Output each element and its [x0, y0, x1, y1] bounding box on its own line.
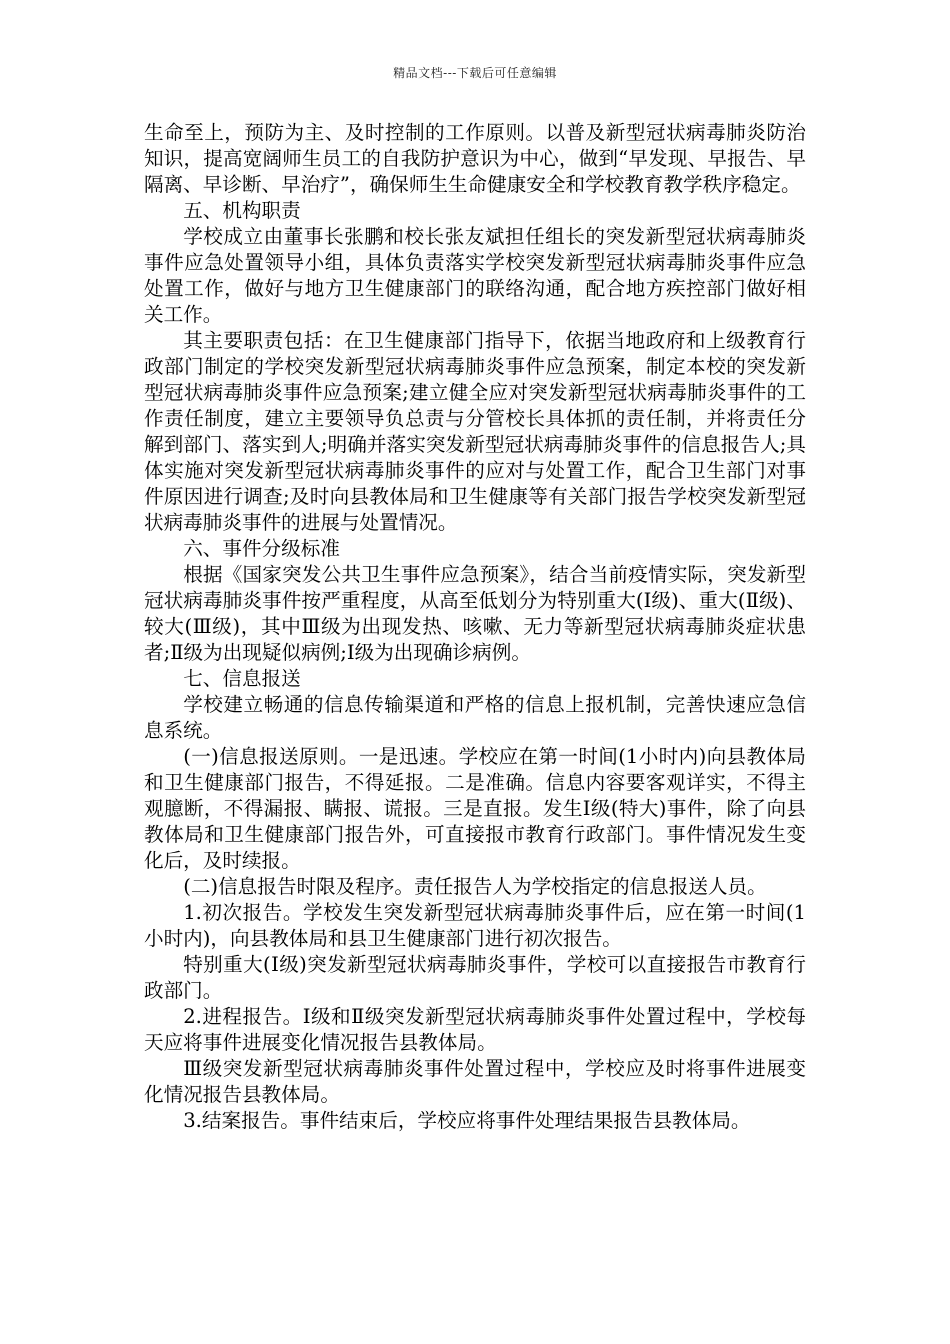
- section-heading: 七、信息报送: [183, 667, 301, 690]
- paragraph: 3.结案报告。事件结束后，学校应将事件处理结果报告县教体局。: [183, 1109, 751, 1132]
- paragraph: 1.初次报告。学校发生突发新型冠状病毒肺炎事件后，应在第一时间(1小时内)，向县教体局和县卫生健康部门进行初次报告。: [144, 901, 806, 950]
- paragraph: 特别重大(Ⅰ级)突发新型冠状病毒肺炎事件，学校可以直接报告市教育行政部门。: [144, 953, 806, 1002]
- paragraph: 根据《国家突发公共卫生事件应急预案》，结合当前疫情实际，突发新型冠状病毒肺炎事件按严重程度，从高至低划分为特别重大(Ⅰ级)、重大(Ⅱ级)、较大(Ⅲ级)，其中Ⅲ级为出现发热、咳嗽、无力等新型冠状病毒肺炎症状患者;Ⅱ级为出现疑似病例;Ⅰ级为出现确诊病例。: [144, 563, 806, 664]
- paragraph: 生命至上，预防为主、及时控制的工作原则。以普及新型冠状病毒肺炎防治知识，提高宽阔师生员工的自我防护意识为中心，做到“早发现、早报告、早隔离、早诊断、早治疗”，确保师生生命健康安全和学校教育教学秩序稳定。: [144, 121, 806, 196]
- paragraph: (一)信息报送原则。一是迅速。学校应在第一时间(1小时内)向县教体局和卫生健康部门报告，不得延报。二是准确。信息内容要客观详实，不得主观臆断，不得漏报、瞒报、谎报。三是直报。发生Ⅰ级(特大)事件，除了向县教体局和卫生健康部门报告外，可直接报市教育行政部门。事件情况发生变化后，及时续报。: [144, 745, 806, 872]
- paragraph: (二)信息报告时限及程序。责任报告人为学校指定的信息报送人员。: [183, 875, 767, 898]
- document-body: [144, 120, 806, 1134]
- paragraph: 学校建立畅通的信息传输渠道和严格的信息上报机制，完善快速应急信息系统。: [144, 693, 806, 742]
- paragraph: Ⅲ级突发新型冠状病毒肺炎事件处置过程中，学校应及时将事件进展变化情况报告县教体局。: [144, 1057, 806, 1106]
- paragraph: 学校成立由董事长张鹏和校长张友斌担任组长的突发新型冠状病毒肺炎事件应急处置领导小组，具体负责落实学校突发新型冠状病毒肺炎事件应急处置工作，做好与地方卫生健康部门的联络沟通，配合地方疾控部门做好相关工作。: [144, 225, 806, 326]
- page-header: 精品文档---下载后可任意编辑: [393, 66, 557, 80]
- section-heading: 六、事件分级标准: [183, 537, 340, 560]
- paragraph: 2.进程报告。Ⅰ级和Ⅱ级突发新型冠状病毒肺炎事件处置过程中，学校每天应将事件进展变化情况报告县教体局。: [144, 1005, 806, 1054]
- section-heading: 五、机构职责: [183, 199, 301, 222]
- paragraph: 其主要职责包括：在卫生健康部门指导下，依据当地政府和上级教育行政部门制定的学校突发新型冠状病毒肺炎事件应急预案，制定本校的突发新型冠状病毒肺炎事件应急预案;建立健全应对突发新型冠状病毒肺炎事件的工作责任制度，建立主要领导负总责与分管校长具体抓的责任制，并将责任分解到部门、落实到人;明确并落实突发新型冠状病毒肺炎事件的信息报告人;具体实施对突发新型冠状病毒肺炎事件的应对与处置工作，配合卫生部门对事件原因进行调查;及时向县教体局和卫生健康等有关部门报告学校突发新型冠状病毒肺炎事件的进展与处置情况。: [144, 329, 806, 534]
